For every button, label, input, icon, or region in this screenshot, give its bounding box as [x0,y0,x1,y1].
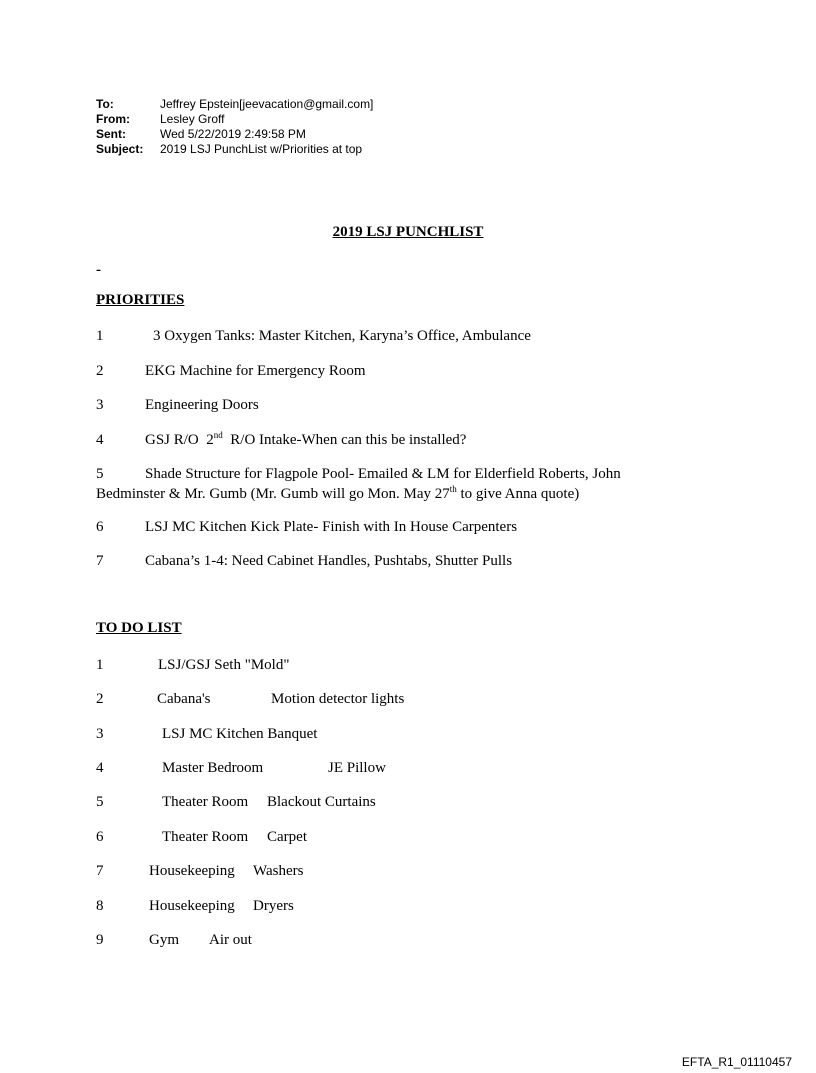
priority-text: LSJ MC Kitchen Kick Plate- Finish with In House Carpenters [145,519,518,535]
priority-text-part: R/O Intake-When can this be installed? [222,432,467,448]
to-label: To: [96,97,114,111]
todo-number: 1 [96,657,104,673]
from-row [96,112,373,127]
todo-number: 2 [96,691,104,707]
todo-detail: Motion detector lights [271,691,405,707]
todo-detail: Blackout Curtains [267,794,376,810]
todo-text: Theater Room [162,829,249,845]
priority-number: 6 [96,519,104,535]
priority-text: 3 Oxygen Tanks: Master Kitchen, Karyna’s Office, Ambulance [153,328,531,344]
priority-text-part: GSJ R/O 2 [145,432,214,448]
to-row [96,97,373,112]
todo-detail: Washers [253,863,304,879]
subject-row [96,142,373,157]
todo-text: Theater Room [162,794,249,810]
priority-text-line1: Shade Structure for Flagpole Pool- Emailed & LM for Elderfield Roberts, John [145,466,621,482]
priority-number: 4 [96,432,104,448]
priority-text-line2 [96,484,579,504]
todo-number: 8 [96,898,104,914]
todo-number: 6 [96,829,104,845]
todo-detail: Carpet [267,829,307,845]
subject-label: Subject: [96,142,144,156]
from-value: Lesley Groff [160,112,225,126]
sent-value: Wed 5/22/2019 2:49:58 PM [160,127,306,141]
ordinal-suffix: th [449,484,457,494]
todo-text: LSJ/GSJ Seth "Mold" [158,657,290,673]
priority-number: 7 [96,553,104,569]
todo-number: 5 [96,794,104,810]
email-header [96,97,373,157]
ordinal-suffix: nd [213,430,223,440]
todo-text: Cabana's [157,691,211,707]
todo-text: Gym [149,932,179,948]
todo-text: LSJ MC Kitchen Banquet [162,726,318,742]
sent-label: Sent: [96,127,126,141]
priority-number: 5 [96,466,104,482]
priority-text-part: Bedminster & Mr. Gumb (Mr. Gumb will go Mon. May 27 [96,486,450,502]
priority-text [145,430,466,450]
priority-number: 3 [96,397,104,413]
todo-number: 3 [96,726,104,742]
dash-mark: - [96,262,101,278]
to-value: Jeffrey Epstein[jeevacation@gmail.com] [160,97,374,111]
priorities-heading: PRIORITIES [96,292,185,308]
sent-row [96,127,373,142]
priority-text: Cabana’s 1-4: Need Cabinet Handles, Pushtabs, Shutter Pulls [145,553,513,569]
document-id: EFTA_R1_01110457 [681,1055,792,1069]
priority-number: 1 [96,328,104,344]
from-label: From: [96,112,130,126]
todo-detail: JE Pillow [328,760,386,776]
todo-number: 7 [96,863,104,879]
todo-detail: Air out [209,932,252,948]
document-title: 2019 LSJ PUNCHLIST [332,224,484,240]
todo-text: Housekeeping [149,898,235,914]
subject-value: 2019 LSJ PunchList w/Priorities at top [160,142,363,156]
priority-number: 2 [96,363,104,379]
todo-heading: TO DO LIST [96,620,182,636]
priority-text-part: to give Anna quote) [456,486,580,502]
todo-text: Master Bedroom [162,760,264,776]
todo-detail: Dryers [253,898,294,914]
todo-number: 4 [96,760,104,776]
priority-text: Engineering Doors [145,397,259,413]
todo-number: 9 [96,932,104,948]
priority-text: EKG Machine for Emergency Room [145,363,366,379]
todo-text: Housekeeping [149,863,235,879]
